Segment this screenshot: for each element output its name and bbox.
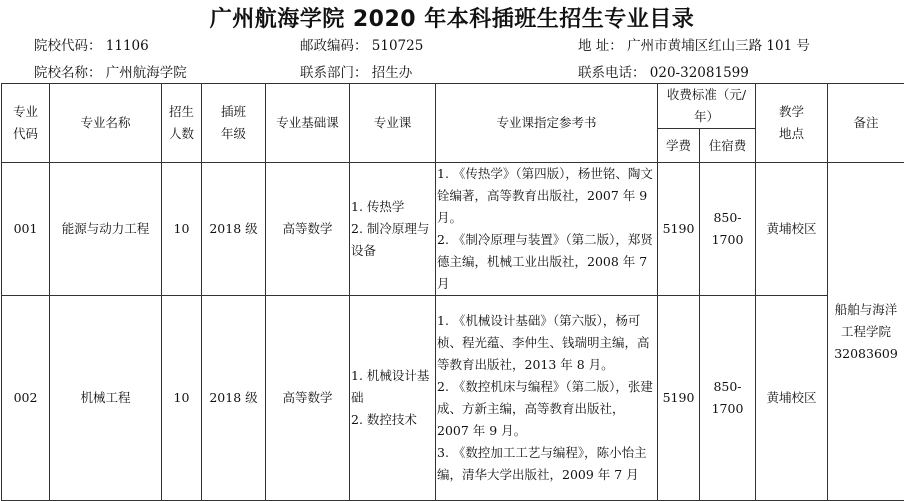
course-item: 1. 机械设计基础 (351, 365, 434, 409)
row-name: 能源与动力工程 (50, 163, 162, 296)
header-enroll: 招生 人数 (162, 84, 202, 163)
row-campus: 黄埔校区 (756, 296, 828, 501)
course-item: 1. 传热学 (351, 196, 434, 218)
header-grade: 插班 年级 (202, 84, 266, 163)
header-name: 专业名称 (50, 84, 162, 163)
page-title: 广州航海学院 2020 年本科插班生招生专业目录 (0, 2, 904, 33)
header-fee: 收费标准（元/年） (658, 84, 756, 129)
row-name: 机械工程 (50, 296, 162, 501)
row-dorm: 850-1700 (700, 296, 756, 501)
row-tuition: 5190 (658, 163, 700, 296)
row-tuition: 5190 (658, 296, 700, 501)
row-grade: 2018 级 (202, 163, 266, 296)
book-item: 1. 《机械设计基础》（第六版），杨可桢、程光蕴、李仲生、钱瑞明主编，高等教育出版社，2013 年 8 月。 (437, 310, 656, 376)
row-dorm: 850-1700 (700, 163, 756, 296)
postcode: 邮政编码： 510725 (300, 34, 423, 54)
book-item: 1. 《传热学》（第四版），杨世铭、陶文铨编著，高等教育出版社，2007 年 9 月。 (437, 163, 656, 229)
book-item: 2. 《数控机床与编程》（第二版），张建成、方新主编，高等教育出版社，2007 年 9 月。 (437, 376, 656, 442)
header-campus: 教学 地点 (756, 84, 828, 163)
book-item: 3. 《数控加工工艺与编程》，陈小怡主编，清华大学出版社，2009 年 7 月 (437, 442, 656, 486)
contact-department: 联系部门： 招生办 (300, 61, 412, 81)
row-major-courses (350, 296, 436, 501)
row-code: 002 (2, 296, 50, 501)
book-item: 2. 《制冷原理与装置》（第二版），郑贤德主编，机械工业出版社，2008 年 7 月 (437, 229, 656, 295)
row-major-courses (350, 163, 436, 296)
school-name: 院校名称： 广州航海学院 (34, 61, 187, 81)
row-base-course: 高等数学 (266, 163, 350, 296)
header-major-course: 专业课 (350, 84, 436, 163)
header-books: 专业课指定参考书 (436, 84, 658, 163)
table-row (2, 296, 904, 501)
row-enroll: 10 (162, 296, 202, 501)
header-dorm: 住宿费 (700, 129, 756, 163)
school-code: 院校代码： 11106 (34, 34, 149, 54)
row-books (436, 296, 658, 501)
major-catalog-table (1, 83, 904, 501)
row-base-course: 高等数学 (266, 296, 350, 501)
row-grade: 2018 级 (202, 296, 266, 501)
course-item: 2. 制冷原理与设备 (351, 218, 434, 262)
table-row (2, 163, 904, 296)
header-code: 专业 代码 (2, 84, 50, 163)
row-books (436, 163, 658, 296)
course-item: 2. 数控技术 (351, 409, 434, 431)
header-tuition: 学费 (658, 129, 700, 163)
row-enroll: 10 (162, 163, 202, 296)
row-remark: 船舶与海洋 工程学院 32083609 (828, 163, 904, 501)
header-base-course: 专业基础课 (266, 84, 350, 163)
header-remark: 备注 (828, 84, 904, 163)
header-row-1 (2, 84, 904, 129)
row-code: 001 (2, 163, 50, 296)
row-campus: 黄埔校区 (756, 163, 828, 296)
contact-phone: 联系电话： 020-32081599 (578, 61, 749, 81)
address: 地 址： 广州市黄埔区红山三路 101 号 (578, 34, 810, 54)
